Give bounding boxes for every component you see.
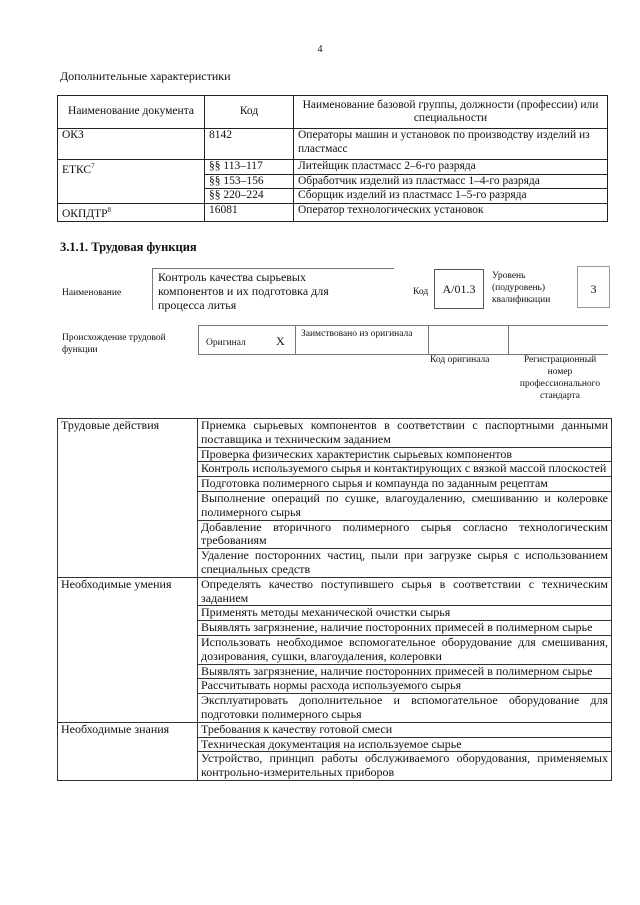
category-cell	[58, 752, 198, 781]
category-cell	[58, 447, 198, 462]
detail-item: Подготовка полимерного сырья и компаунда по заданным рецептам	[198, 477, 612, 492]
table-row	[58, 419, 612, 448]
table-row	[58, 679, 612, 694]
category-cell	[58, 635, 198, 664]
table-row	[58, 722, 612, 737]
detail-item: Удаление посторонних частиц, пыли при загрузке сырья с использованием специальных средств	[198, 549, 612, 578]
header-doc-name: Наименование документа	[58, 96, 205, 129]
table-row	[58, 664, 612, 679]
additional-characteristics-title: Дополнительные характеристики	[60, 69, 231, 83]
table-row	[58, 752, 612, 781]
detail-item: Использовать необходимое вспомогательное оборудование для смешивания, дозирования, сушки, влагоудаления, колеровки	[198, 635, 612, 664]
table-row	[58, 694, 612, 723]
detail-item: Устройство, принцип работы обслуживаемого оборудования, применяемых контрольно-измерительных приборов	[198, 752, 612, 781]
category-cell	[58, 491, 198, 520]
borrowed-label: Заимствовано из оригинала	[301, 329, 413, 339]
row-name: Обработчик изделий из пластмасс 1–4-го разряда	[294, 174, 608, 189]
code-original-label: Код оригинала	[430, 355, 490, 365]
row-name: Сборщик изделий из пластмасс 1–5-го разряда	[294, 189, 608, 204]
category-label: Необходимые знания	[58, 722, 198, 737]
category-cell	[58, 462, 198, 477]
detail-item: Рассчитывать нормы расхода используемого сырья	[198, 679, 612, 694]
detail-item: Контроль используемого сырья и контактирующих с вязкой массой плоскостей	[198, 462, 612, 477]
header-code: Код	[205, 96, 294, 129]
table-row	[58, 447, 612, 462]
table-row	[58, 549, 612, 578]
category-cell	[58, 520, 198, 549]
row-code: 8142	[205, 129, 294, 160]
code-label: Код	[413, 287, 429, 297]
detail-item: Добавление вторичного полимерного сырья согласно технологическим требованиям	[198, 520, 612, 549]
detail-item: Определять качество поступившего сырья в соответствии с техническим заданием	[198, 577, 612, 606]
origin-frame-top	[198, 325, 608, 326]
category-label: Необходимые умения	[58, 577, 198, 606]
page-number: 4	[317, 44, 323, 55]
category-cell	[58, 606, 198, 621]
row-code: §§ 220–224	[205, 189, 294, 204]
table-row	[58, 129, 608, 160]
table-row	[58, 491, 612, 520]
additional-characteristics-table	[57, 95, 608, 222]
row-name: Операторы машин и установок по производству изделий из пластмасс	[294, 129, 608, 160]
origin-label: Происхождение трудовой функции	[62, 333, 166, 355]
table-row	[58, 160, 608, 175]
row-doc: ОКЗ	[58, 129, 205, 160]
detail-item: Требования к качеству готовой смеси	[198, 722, 612, 737]
section-title: 3.1.1. Трудовая функция	[60, 240, 197, 254]
table-row	[58, 621, 612, 636]
row-doc: ЕТКС$^7$	[58, 160, 205, 204]
table-row	[58, 577, 612, 606]
level-value: 3	[590, 282, 597, 296]
table-row	[58, 203, 608, 221]
level-label: Уровень (подуровень) квалификации	[492, 271, 551, 305]
detail-item: Выявлять загрязнение, наличие посторонних примесей в полимерном сырье	[198, 621, 612, 636]
detail-item: Эксплуатировать дополнительное и вспомогательное оборудование для подготовки полимерного сырья	[198, 694, 612, 723]
category-cell	[58, 679, 198, 694]
labor-function-details-table	[57, 418, 612, 781]
detail-item: Выявлять загрязнение, наличие посторонних примесей в полимерном сырье	[198, 664, 612, 679]
row-code: 16081	[205, 203, 294, 221]
name-frame	[152, 268, 394, 269]
table-row	[58, 462, 612, 477]
table-row	[58, 635, 612, 664]
origin-divider-2	[428, 325, 429, 354]
function-name: Контроль качества сырьевых компонентов и их подготовка для процесса литья	[158, 270, 329, 312]
category-label: Трудовые действия	[58, 419, 198, 448]
origin-divider-3	[508, 325, 509, 354]
original-label: Оригинал	[206, 338, 246, 348]
category-cell	[58, 621, 198, 636]
row-code: §§ 113–117	[205, 160, 294, 175]
detail-item: Применять методы механической очистки сырья	[198, 606, 612, 621]
category-cell	[58, 737, 198, 752]
category-cell	[58, 664, 198, 679]
category-cell	[58, 477, 198, 492]
origin-frame-left	[198, 325, 199, 354]
original-mark: X	[276, 334, 285, 348]
table-row	[58, 520, 612, 549]
table-row	[58, 737, 612, 752]
detail-item: Техническая документация на используемое сырье	[198, 737, 612, 752]
category-cell	[58, 694, 198, 723]
header-group-name: Наименование базовой группы, должности (профессии) или специальности	[294, 96, 608, 129]
row-code: §§ 153–156	[205, 174, 294, 189]
name-frame-left	[152, 268, 153, 310]
origin-divider-1	[295, 325, 296, 354]
detail-item: Приемка сырьевых компонентов в соответствии с паспортными данными поставщика и техническим заданием	[198, 419, 612, 448]
row-name: Оператор технологических установок	[294, 203, 608, 221]
reg-number-label: Регистрационный номер профессионального стандарта	[519, 355, 601, 401]
row-name: Литейщик пластмасс 2–6-го разряда	[294, 160, 608, 175]
category-cell	[58, 549, 198, 578]
table-row	[58, 606, 612, 621]
code-value: А/01.3	[442, 282, 476, 296]
detail-item: Проверка физических характеристик сырьевых компонентов	[198, 447, 612, 462]
table-header-row	[58, 96, 608, 129]
table-row	[58, 477, 612, 492]
row-doc: ОКПДТР$^8$	[58, 203, 205, 221]
name-label: Наименование	[62, 288, 122, 298]
detail-item: Выполнение операций по сушке, влагоудалению, смешиванию и колеровке полимерного сырья	[198, 491, 612, 520]
